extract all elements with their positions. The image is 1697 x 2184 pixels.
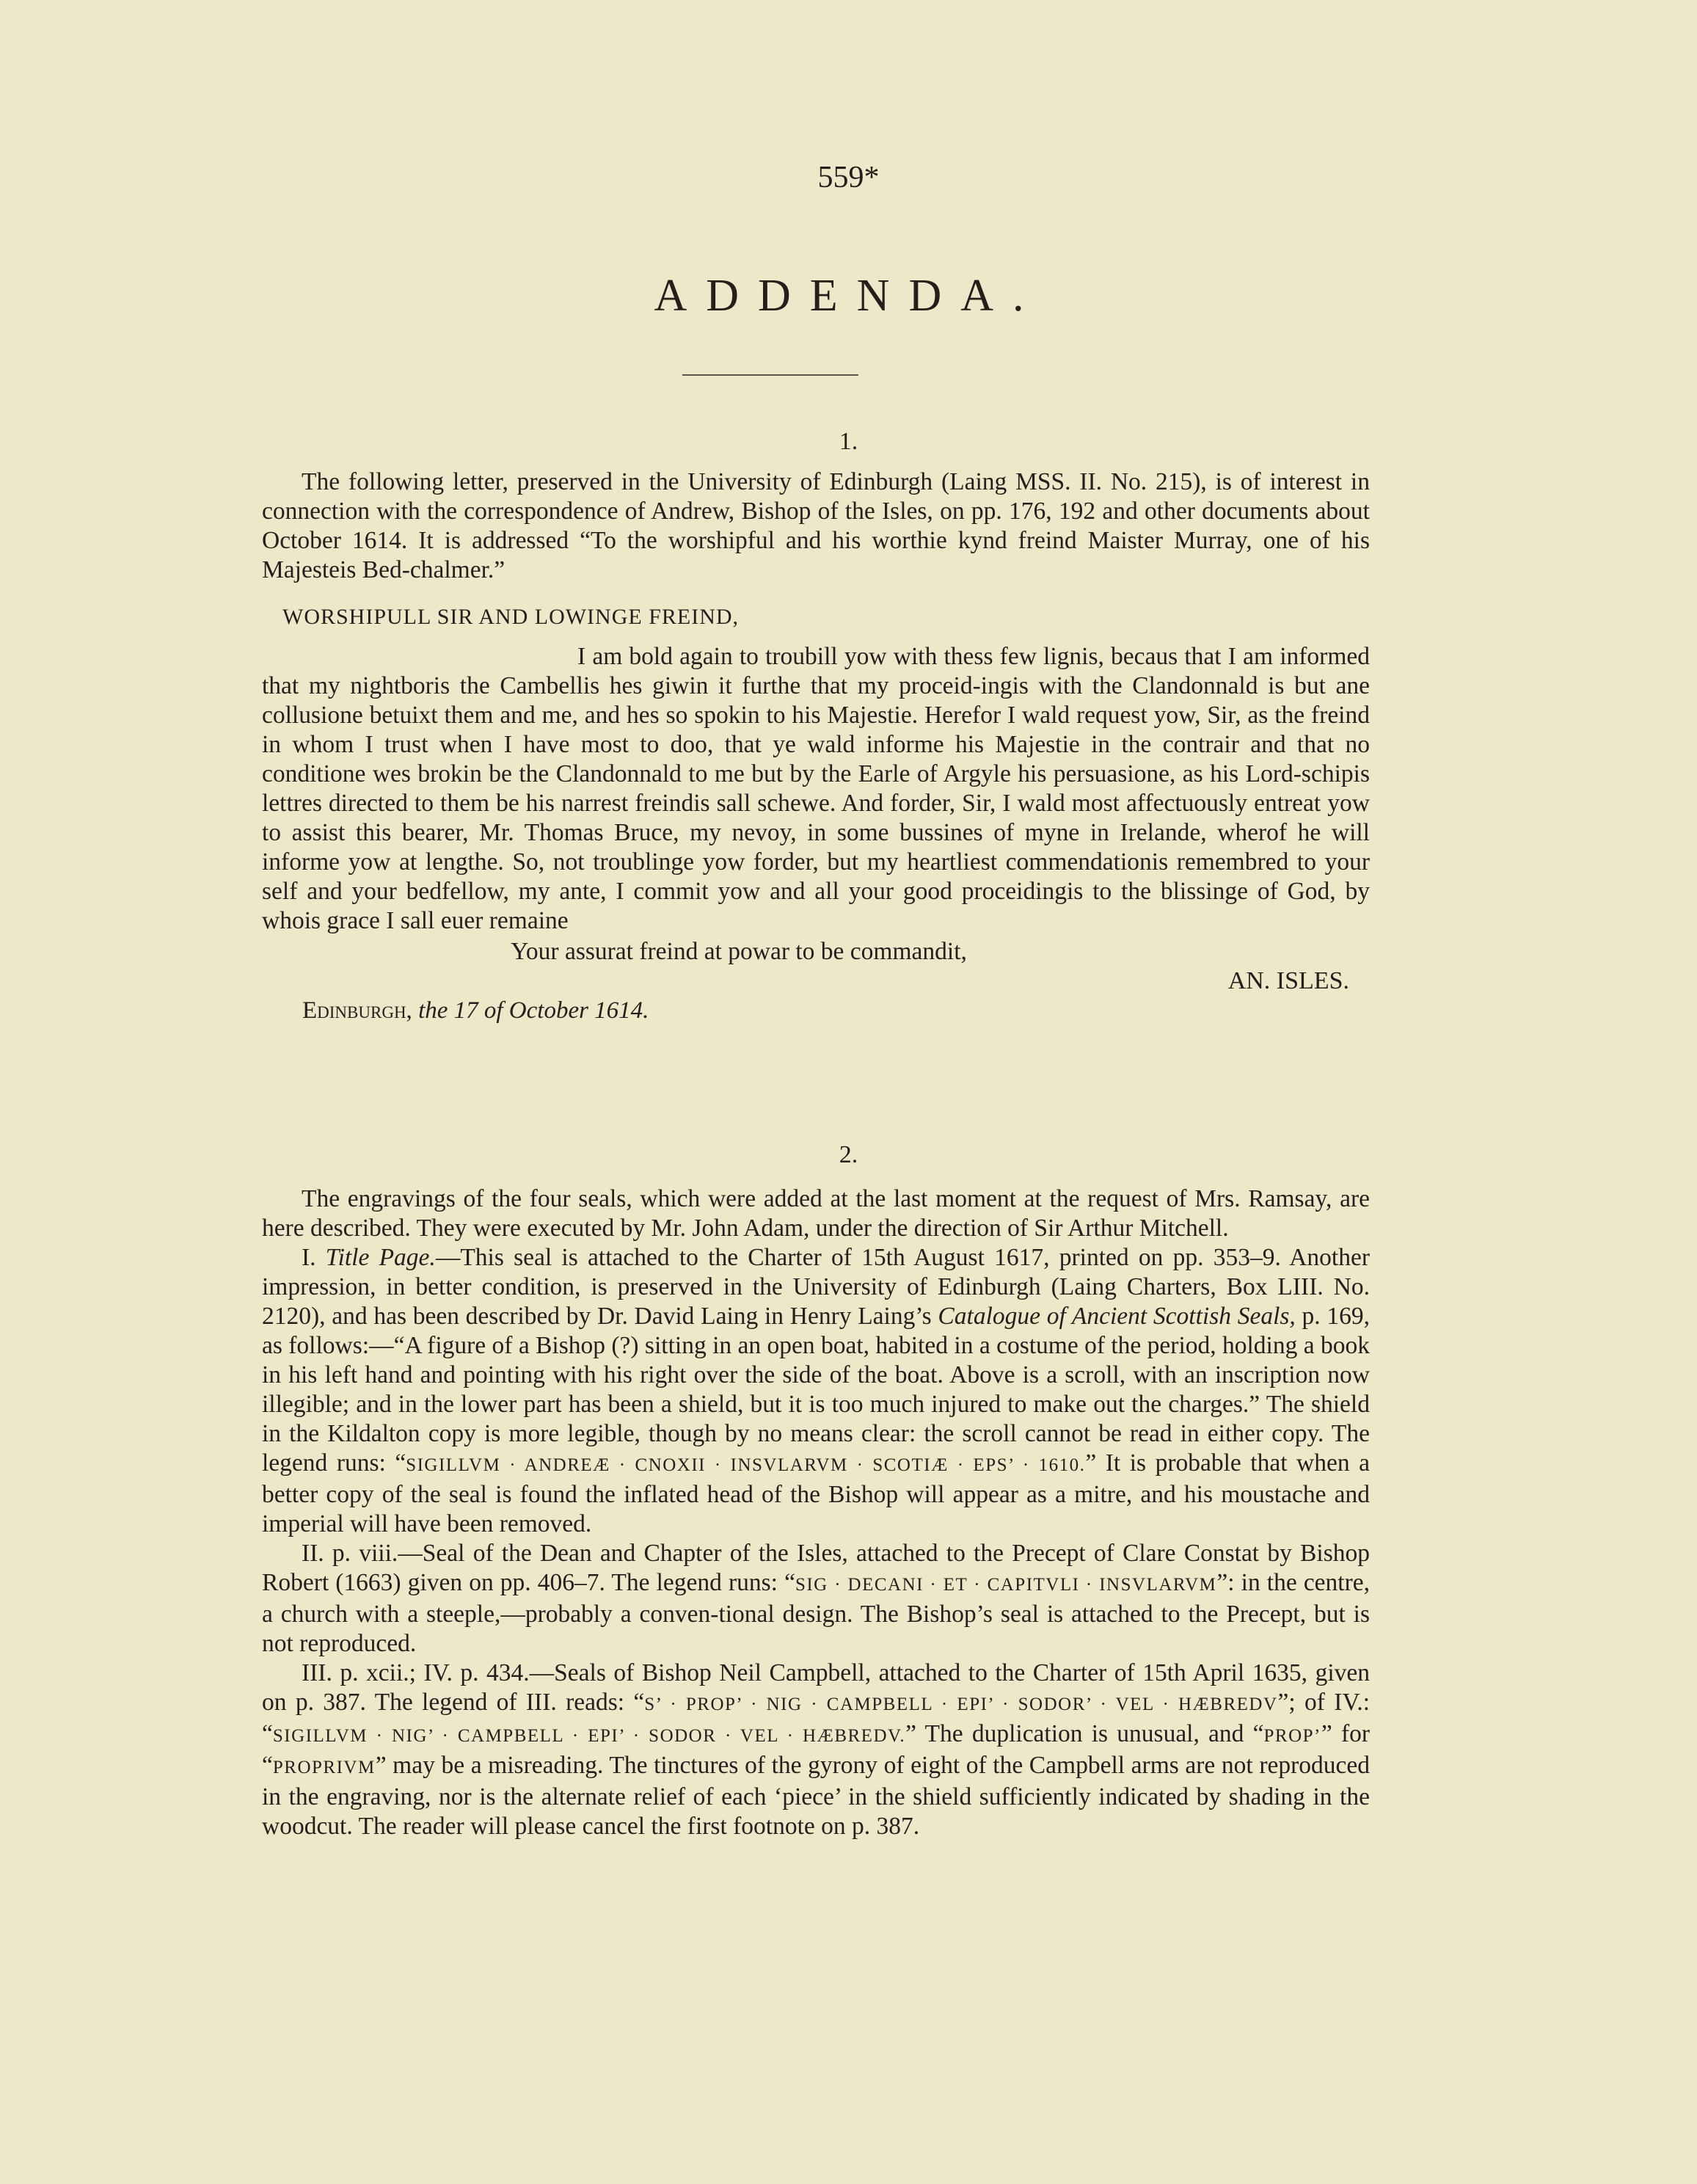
- seal-3-text-e: ” may be a misreading. The tinctures of the gyrony of eight of the Campbell arms are not reproduced in the engraving, nor is the alternate relief of each ‘piece’ in the shield sufficiently indicated by shading in the woodcut. The reader will please cancel the first footnote on p. 387.: [262, 1752, 1370, 1840]
- letter-signature: AN. ISLES.: [1227, 967, 1349, 994]
- dateline-place: Edinburgh,: [302, 997, 412, 1024]
- section-2: [262, 1184, 1370, 1841]
- letter-salutation: WORSHIPULL SIR AND LOWINGE FREIND,: [282, 605, 740, 629]
- seal-1-text-c: ” It is probable that when a better copy of the seal is found the inflated head of the Bishop will appear as a mitre, and his moustache and imperial will have been removed.: [262, 1449, 1370, 1537]
- seal-3-legend: S’ · PROP’ · NIG · CAMPBELL · EPI’ · SODOR’ · VEL · HÆBREDV: [644, 1695, 1278, 1714]
- seal-1-title: Title Page.: [325, 1244, 436, 1271]
- section-1-intro: The following letter, preserved in the University of Edinburgh (Laing MSS. II. No. 215), is of interest in connection with the correspondence of Andrew, Bishop of the Isles, on pp. 176, 192 and other documents about October 1614. It is addressed “To the worshipful and his worthie kynd freind Maister Murray, one of his Majesteis Bed-chalmer.”: [262, 468, 1370, 583]
- dateline-date: the 17 of October 1614.: [418, 997, 649, 1024]
- seal-1-paragraph: [262, 1243, 1370, 1539]
- seal-3-text-b: ”; of IV.: “: [262, 1689, 1370, 1747]
- seal-3-text-a: III. p. xcii.; IV. p. 434.—Seals of Bishop Neil Campbell, attached to the Charter of 15th April 1635, given on p. 387. The legend of III. reads: “: [262, 1659, 1370, 1716]
- seal-catalogue-title: Catalogue of Ancient Scottish Seals,: [938, 1303, 1296, 1330]
- seal-1-text-b: p. 169, as follows:—“A figure of a Bishop (?) sitting in an open boat, habited in a costume of the period, holding a book in his left hand and pointing with his right over the side of the boat. Above is a scroll, with an inscription now illegible; and in the lower part has been a shield, but it is too much injured to make out the charges.” The shield in the Kildalton copy is more legible, though by no means clear: the scroll cannot be read in either copy. The legend runs: “: [262, 1303, 1370, 1477]
- page-title: ADDENDA.: [654, 271, 1043, 321]
- section-1: [262, 467, 1370, 1025]
- page-number: 559*: [817, 161, 880, 194]
- letter-dateline: [302, 996, 1370, 1025]
- section-1-number: 1.: [839, 428, 858, 455]
- seal-3-text-c: ” The duplication is unusual, and “: [905, 1720, 1264, 1747]
- seal-1-text-a: —This seal is attached to the Charter of 15th August 1617, printed on pp. 353–9. Another impression, in better condition, is preserved in the University of Edinburgh (Laing Charters, Box LIII. No. 2120), and has been described by Dr. David Laing in Henry Laing’s: [262, 1244, 1371, 1330]
- seal-2-text-a: II. p. viii.—Seal of the Dean and Chapter of the Isles, attached to the Precept of Clare Constat by Bishop Robert (1663) given on pp. 406–7. The legend runs: “: [262, 1540, 1370, 1596]
- seal-4-legend: SIGILLVM · NIG’ · CAMPBELL · EPI’ · SODOR · VEL · HÆBREDV.: [272, 1726, 906, 1746]
- letter-closing: Your assurat freind at powar to be commandit,: [511, 938, 967, 965]
- seal-3-text-d: ” for “: [262, 1720, 1370, 1779]
- proprium-word: PROPRIVM: [272, 1758, 376, 1777]
- letter-body: I am bold again to troubill yow with thess few lignis, becaus that I am informed that my nightboris the Cambellis hes giwin it furthe that my proceid-ingis with the Clandonnald is but ane collusione betuixt them and me, and hes so spokin to his Majestie. Herefor I wald request yow, Sir, as the freind in whom I trust when I have most to doo, that ye wald informe his Majestie in the contrair and that no conditione wes brokin be the Clandonnald to me but by the Earle of Argyle his persuasione, as his Lord-schipis lettres directed to them be his narrest freindis sall schewe. And forder, Sir, I wald most affectuously entreat yow to assist this bearer, Mr. Thomas Bruce, my nevoy, in some bussines of myne in Irelande, wherof he will informe yow at lengthe. So, not troublinge yow forder, but my heartliest commendationis remembred to your self and your bedfellow, my ante, I commit yow and all your good proceidingis to the blissinge of God, by whois grace I sall euer remaine: [262, 643, 1370, 934]
- title-rule: [682, 374, 858, 376]
- seal-1-legend: SIGILLVM · ANDREÆ · CNOXII · INSVLARVM · SCOTIÆ · EPS’ · 1610.: [406, 1455, 1086, 1475]
- seal-2-legend: SIG · DECANI · ET · CAPITVLI · INSVLARVM: [795, 1575, 1217, 1595]
- seal-2-paragraph: [262, 1539, 1370, 1659]
- seal-3-paragraph: [262, 1659, 1370, 1841]
- seal-1-lead: I.: [302, 1244, 316, 1271]
- section-2-intro: The engravings of the four seals, which were added at the last moment at the request of Mrs. Ramsay, are here described. They were executed by Mr. John Adam, under the direction of Sir Arthur Mitchell.: [262, 1185, 1370, 1242]
- prop-word: PROP’: [1263, 1726, 1321, 1746]
- section-2-number: 2.: [839, 1141, 858, 1168]
- seal-2-text-b: ”: in the centre, a church with a steeple,—probably a conven-tional design. The Bishop’s seal is attached to the Precept, but is not reproduced.: [262, 1569, 1371, 1657]
